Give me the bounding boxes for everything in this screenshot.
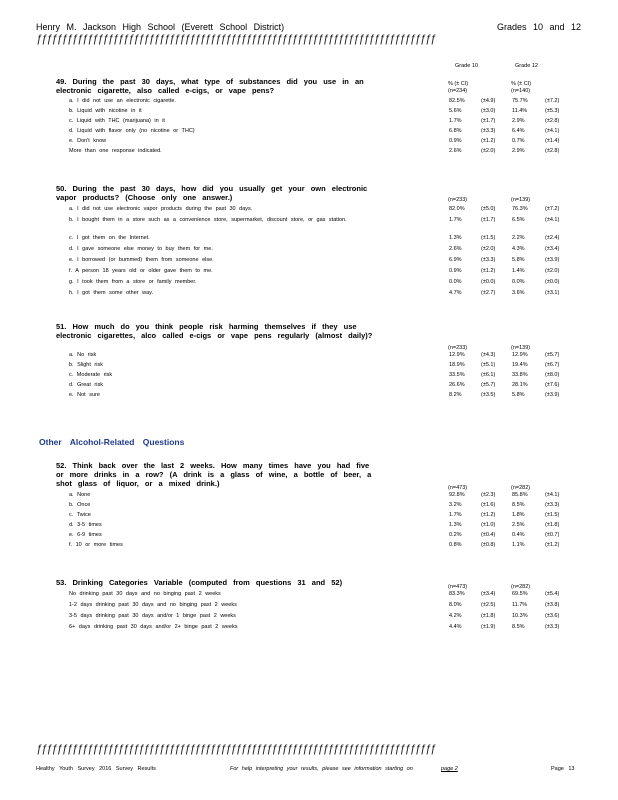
row-label: More than one response indicated. <box>69 148 162 154</box>
row-label: c. Moderate risk <box>69 372 113 378</box>
row-label: d. Liquid with flavor only (no nicotine or THC) <box>69 128 195 134</box>
table-row <box>69 522 569 532</box>
grade-10-percent: 6.8% <box>449 128 462 134</box>
grade-12-ci: (±4.1) <box>545 492 560 498</box>
row-label: d. I gave someone else money to buy them for me. <box>69 246 213 252</box>
grade-10-ci: (±3.3) <box>481 128 496 134</box>
table-row <box>69 502 569 512</box>
grade-10-ci: (±1.7) <box>481 217 496 223</box>
grade-10-ci: (±1.2) <box>481 138 496 144</box>
grade-12-percent: 3.6% <box>512 290 525 296</box>
section-heading: Other Alcohol-Related Questions <box>39 437 185 447</box>
grade-12-percent: 11.7% <box>512 602 528 608</box>
grade-12-ci: (±3.9) <box>545 392 560 398</box>
grade-12-ci: (±0.0) <box>545 279 560 285</box>
grade-12-ci: (±5.7) <box>545 352 560 358</box>
grade-12-ci: (±2.0) <box>545 268 560 274</box>
grade-10-ci: (±4.9) <box>481 98 496 104</box>
grade-12-ci: (±2.4) <box>545 235 560 241</box>
q50-n-12: (n=139) <box>511 197 531 203</box>
row-label: a. I did not use electronic vapor products during the past 30 days. <box>69 206 253 212</box>
grade-12-ci: (±3.1) <box>545 290 560 296</box>
grade-10-ci: (±2.3) <box>481 492 496 498</box>
grade-10-ci: (±2.0) <box>481 246 496 252</box>
table-row <box>69 532 569 542</box>
school-name: Henry M. Jackson High School (Everett School District) <box>36 22 285 32</box>
grade-10-percent: 8.2% <box>449 392 462 398</box>
table-row <box>69 290 569 300</box>
table-row <box>69 352 569 362</box>
row-label: 6+ days drinking past 30 days and/or 2+ binge past 2 weeks <box>69 624 238 630</box>
row-label: h. I got them some other way. <box>69 290 154 296</box>
grade-10-ci: (±4.3) <box>481 352 496 358</box>
question-51-title: 51. How much do you think people risk harming themselves if they use electronic cigarettes, alco called e-cigs or vape pens regularly (almost daily)? <box>56 322 373 340</box>
question-49-title: 49. During the past 30 days, what type of substances did you use in an electronic cigarette, also called e-cigs, or vape pens? <box>56 77 364 95</box>
q53-n-12: (n=282) <box>511 584 531 590</box>
grade-12-percent: 1.1% <box>512 542 525 548</box>
table-row <box>69 235 569 245</box>
grade-12-percent: 11.4% <box>512 108 528 114</box>
grade-12-percent: 8.5% <box>512 502 525 508</box>
grade-12-percent: 0.7% <box>512 138 525 144</box>
grade-12-ci: (±1.2) <box>545 542 560 548</box>
grade-12-heading: Grade 12 <box>515 63 538 69</box>
grade-10-ci: (±3.0) <box>481 108 496 114</box>
table-row <box>69 392 569 402</box>
table-row <box>69 206 569 216</box>
grade-10-percent: 1.3% <box>449 522 462 528</box>
row-label: e. Don't know <box>69 138 107 144</box>
grade-10-ci: (±5.1) <box>481 362 496 368</box>
grade-12-percent: 4.3% <box>512 246 525 252</box>
grade-12-ci: (±3.9) <box>545 257 560 263</box>
grade-10-percent: 6.9% <box>449 257 462 263</box>
grade-10-percent: 0.9% <box>449 138 462 144</box>
table-row <box>69 492 569 502</box>
grade-12-ci: (±1.4) <box>545 138 560 144</box>
grade-12-ci: (±7.6) <box>545 382 560 388</box>
grade-12-percent: 6.4% <box>512 128 525 134</box>
grade-10-ci: (±1.2) <box>481 268 496 274</box>
grade-10-ci: (±6.1) <box>481 372 496 378</box>
grade-10-percent: 0.8% <box>449 542 462 548</box>
row-label: f. 10 or more times <box>69 542 123 548</box>
grade-10-percent: 83.3% <box>449 591 465 597</box>
grade-10-percent: 2.6% <box>449 246 462 252</box>
grade-10-ci: (±5.0) <box>481 206 496 212</box>
grade-10-percent: 3.2% <box>449 502 462 508</box>
grade-10-ci: (±1.8) <box>481 613 496 619</box>
grade-12-ci: (±2.8) <box>545 148 560 154</box>
q53-n-10: (n=473) <box>448 584 468 590</box>
grade-12-ci: (±3.3) <box>545 624 560 630</box>
grade-10-percent: 82.0% <box>449 206 465 212</box>
question-50-title: 50. During the past 30 days, how did you usually get your own electronic vapor products? (Choose only one answer.) <box>56 184 368 202</box>
table-row <box>69 382 569 392</box>
table-row <box>69 257 569 267</box>
q49-n-10: (n=234) <box>448 88 468 94</box>
grade-10-percent: 82.5% <box>449 98 465 104</box>
table-row <box>69 128 569 138</box>
grade-10-percent: 18.9% <box>449 362 465 368</box>
table-row <box>69 279 569 289</box>
grade-12-percent: 28.1% <box>512 382 528 388</box>
table-row <box>69 542 569 552</box>
grade-10-ci: (±1.9) <box>481 624 496 630</box>
q52-n-10: (n=473) <box>448 485 468 491</box>
grade-10-percent: 4.4% <box>449 624 462 630</box>
row-label: b. Slight risk <box>69 362 103 368</box>
q49-n-12: (n=140) <box>511 88 531 94</box>
table-row <box>69 362 569 372</box>
question-53-title: 53. Drinking Categories Variable (computed from questions 31 and 52) <box>56 578 343 587</box>
grade-10-percent: 2.6% <box>449 148 462 154</box>
grade-12-percent: 8.5% <box>512 624 525 630</box>
grade-10-percent: 1.7% <box>449 118 462 124</box>
table-row <box>69 148 569 158</box>
row-label: c. I got them on the Internet. <box>69 235 150 241</box>
grade-12-percent: 69.5% <box>512 591 528 597</box>
grade-10-percent: 33.5% <box>449 372 465 378</box>
grade-12-percent: 10.3% <box>512 613 528 619</box>
grade-12-percent: 0.0% <box>512 279 525 285</box>
row-label: 1-2 days drinking past 30 days and no binging past 2 weeks <box>69 602 237 608</box>
row-label: c. Liquid with THC (marijuana) in it <box>69 118 165 124</box>
grade-10-ci: (±1.6) <box>481 502 496 508</box>
grade-10-percent: 0.2% <box>449 532 462 538</box>
row-label: f. A person 18 years old or older gave them to me. <box>69 268 213 274</box>
grade-10-percent: 92.8% <box>449 492 465 498</box>
row-label: 3-5 days drinking past 30 days and/or 1 binge past 2 weeks <box>69 613 236 619</box>
row-label: b. I bought them in a store such as a convenience store, supermarket, discount store, or gas station. <box>69 217 347 223</box>
grade-12-ci: (±7.2) <box>545 98 560 104</box>
grade-12-ci: (±5.4) <box>545 591 560 597</box>
table-row <box>69 602 569 612</box>
grade-12-percent: 2.9% <box>512 118 525 124</box>
grade-12-ci: (±7.2) <box>545 206 560 212</box>
grade-10-ci: (±3.3) <box>481 257 496 263</box>
footer-help-text: For help interpreting your results, please see information starting on <box>230 766 413 772</box>
grade-10-ci: (±1.0) <box>481 522 496 528</box>
grade-10-percent: 8.0% <box>449 602 462 608</box>
grade-10-percent: 5.6% <box>449 108 462 114</box>
grade-10-percent: 0.0% <box>449 279 462 285</box>
grade-10-ci: (±5.7) <box>481 382 496 388</box>
grade-10-percent: 12.9% <box>449 352 465 358</box>
table-row <box>69 624 569 634</box>
table-row <box>69 512 569 522</box>
q49-ci-label-12: % (± CI) <box>511 81 532 87</box>
row-label: c. Twice <box>69 512 91 518</box>
row-label: e. 6-9 times <box>69 532 102 538</box>
grade-12-ci: (±8.0) <box>545 372 560 378</box>
grade-10-percent: 1.7% <box>449 217 462 223</box>
q51-n-10: (n=233) <box>448 345 468 351</box>
grade-12-percent: 5.8% <box>512 257 525 263</box>
q49-ci-label-10: % (± CI) <box>448 81 469 87</box>
question-52-title: 52. Think back over the last 2 weeks. How many times have you had five or more drinks in a row? (A drink is a glass of wine, a bottle of beer, a shot glass of liquor, or a mixed drink.) <box>56 461 372 488</box>
grade-10-percent: 0.9% <box>449 268 462 274</box>
grade-12-percent: 19.4% <box>512 362 528 368</box>
row-label: e. I borrowed (or bummed) them from someone else. <box>69 257 214 263</box>
row-label: e. Not sure <box>69 392 100 398</box>
grade-12-ci: (±0.7) <box>545 532 560 538</box>
grade-10-ci: (±0.0) <box>481 279 496 285</box>
table-row <box>69 591 569 601</box>
q52-n-12: (n=282) <box>511 485 531 491</box>
row-label: a. I did not use an electronic cigarette. <box>69 98 176 104</box>
row-label: d. Great risk <box>69 382 103 388</box>
row-label: b. Liquid with nicotine in it <box>69 108 142 114</box>
footer-survey-title: Healthy Youth Survey 2016 Survey Results <box>36 766 156 772</box>
grade-12-ci: (±3.3) <box>545 502 560 508</box>
grade-12-percent: 2.9% <box>512 148 525 154</box>
footer-rule: ƒƒƒƒƒƒƒƒƒƒƒƒƒƒƒƒƒƒƒƒƒƒƒƒƒƒƒƒƒƒƒƒƒƒƒƒƒƒƒƒƒƒƒƒƒƒƒƒƒƒƒƒƒƒƒƒƒƒƒƒƒƒƒƒƒƒƒƒƒƒƒƒƒƒƒƒƒƒ <box>36 743 436 755</box>
table-row <box>69 118 569 128</box>
row-label: No drinking past 30 days and no binging past 2 weeks <box>69 591 221 597</box>
table-row <box>69 268 569 278</box>
grade-10-ci: (±2.5) <box>481 602 496 608</box>
footer-page-link[interactable]: page 2 <box>441 766 458 772</box>
row-label: g. I took them from a store or family member. <box>69 279 197 285</box>
grade-12-ci: (±3.8) <box>545 602 560 608</box>
grade-10-ci: (±0.8) <box>481 542 496 548</box>
grade-10-ci: (±2.0) <box>481 148 496 154</box>
grade-12-percent: 76.3% <box>512 206 528 212</box>
table-row <box>69 217 569 235</box>
grade-12-ci: (±3.4) <box>545 246 560 252</box>
grade-10-ci: (±2.7) <box>481 290 496 296</box>
table-row <box>69 613 569 623</box>
grade-12-ci: (±3.6) <box>545 613 560 619</box>
grade-10-ci: (±0.4) <box>481 532 496 538</box>
table-row <box>69 98 569 108</box>
row-label: b. Once <box>69 502 91 508</box>
table-row <box>69 108 569 118</box>
grade-12-ci: (±4.1) <box>545 128 560 134</box>
grade-12-percent: 1.4% <box>512 268 525 274</box>
grade-10-ci: (±1.2) <box>481 512 496 518</box>
table-row <box>69 138 569 148</box>
grade-12-percent: 12.9% <box>512 352 528 358</box>
page-number: Page 13 <box>551 766 575 772</box>
row-label: d. 3-5 times <box>69 522 102 528</box>
grade-12-ci: (±1.5) <box>545 512 560 518</box>
grade-12-percent: 6.5% <box>512 217 525 223</box>
grade-12-percent: 85.8% <box>512 492 528 498</box>
grade-12-ci: (±4.1) <box>545 217 560 223</box>
q50-n-10: (n=233) <box>448 197 468 203</box>
table-row <box>69 372 569 382</box>
q51-n-12: (n=139) <box>511 345 531 351</box>
header-rule: ƒƒƒƒƒƒƒƒƒƒƒƒƒƒƒƒƒƒƒƒƒƒƒƒƒƒƒƒƒƒƒƒƒƒƒƒƒƒƒƒƒƒƒƒƒƒƒƒƒƒƒƒƒƒƒƒƒƒƒƒƒƒƒƒƒƒƒƒƒƒƒƒƒƒƒƒƒƒ <box>36 33 436 45</box>
grade-10-ci: (±3.4) <box>481 591 496 597</box>
grade-12-ci: (±2.8) <box>545 118 560 124</box>
grade-10-percent: 26.6% <box>449 382 465 388</box>
grade-10-ci: (±3.5) <box>481 392 496 398</box>
grades-label: Grades 10 and 12 <box>497 22 582 32</box>
grade-12-percent: 5.8% <box>512 392 525 398</box>
grade-12-percent: 2.5% <box>512 522 525 528</box>
grade-10-percent: 4.2% <box>449 613 462 619</box>
grade-10-ci: (±1.7) <box>481 118 496 124</box>
table-row <box>69 246 569 256</box>
grade-10-percent: 1.3% <box>449 235 462 241</box>
grade-12-ci: (±1.8) <box>545 522 560 528</box>
grade-12-percent: 75.7% <box>512 98 528 104</box>
grade-12-ci: (±5.3) <box>545 108 560 114</box>
grade-12-percent: 2.2% <box>512 235 525 241</box>
grade-12-percent: 33.8% <box>512 372 528 378</box>
grade-10-percent: 4.7% <box>449 290 462 296</box>
grade-12-percent: 0.4% <box>512 532 525 538</box>
grade-12-percent: 1.8% <box>512 512 525 518</box>
row-label: a. None <box>69 492 91 498</box>
grade-12-ci: (±6.7) <box>545 362 560 368</box>
grade-10-heading: Grade 10 <box>455 63 478 69</box>
grade-10-percent: 1.7% <box>449 512 462 518</box>
grade-10-ci: (±1.5) <box>481 235 496 241</box>
row-label: a. No risk <box>69 352 97 358</box>
